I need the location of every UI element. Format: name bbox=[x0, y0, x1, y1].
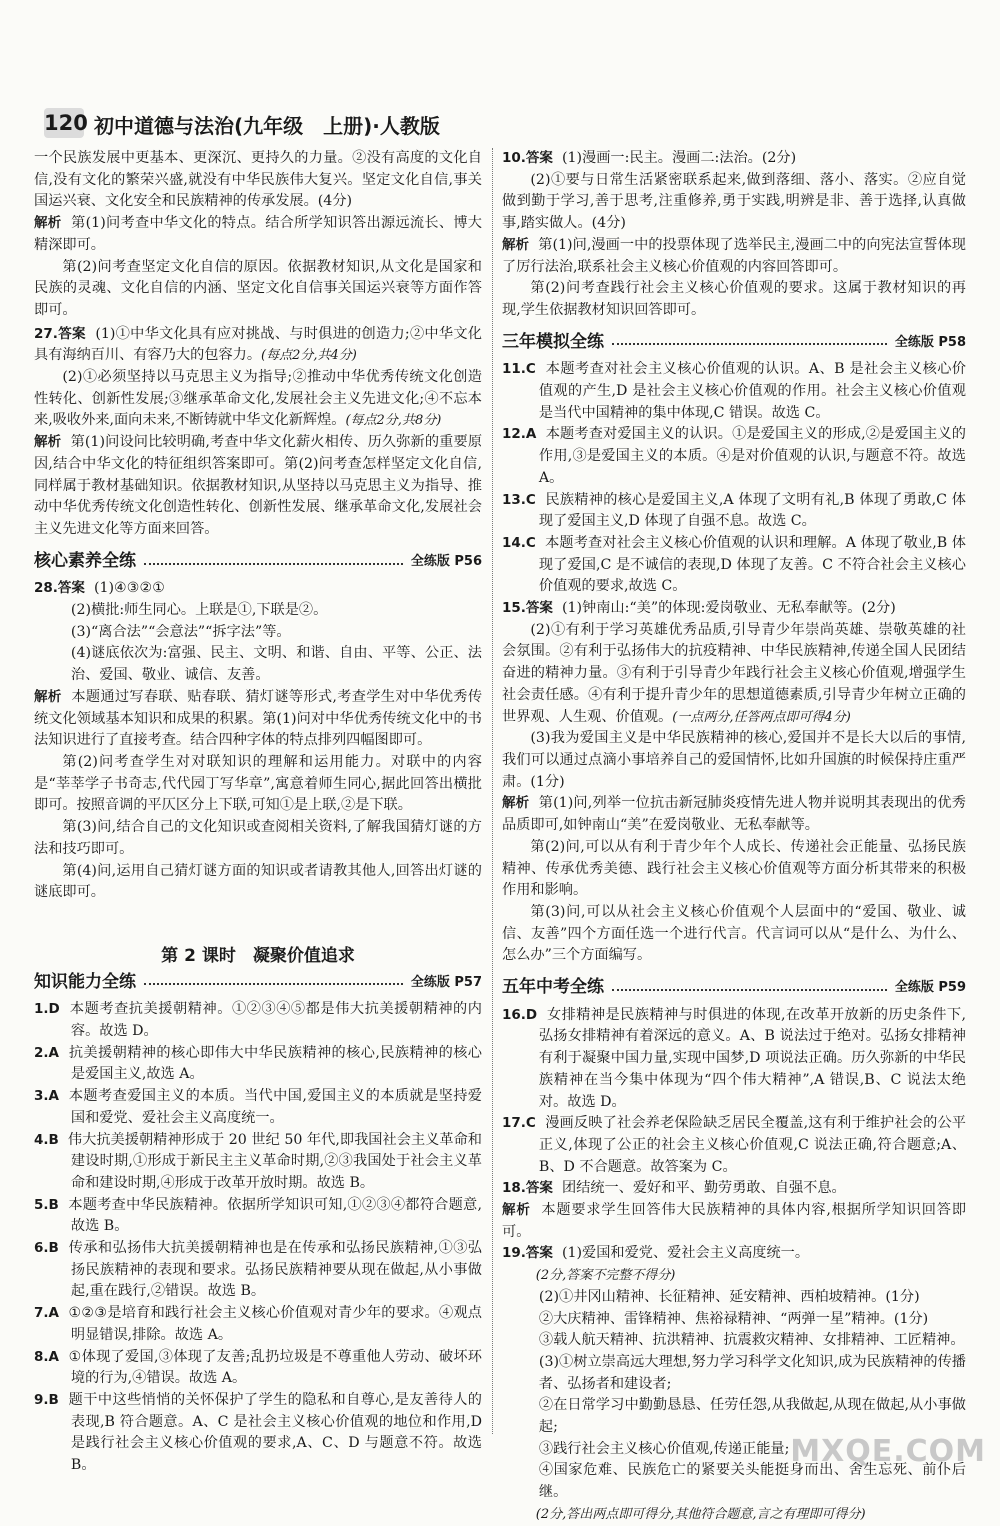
section-ref: 全练版 P59 bbox=[894, 980, 966, 996]
item-number: 12.A bbox=[502, 426, 537, 443]
item-number: 11.C bbox=[502, 361, 536, 378]
answer-item bbox=[502, 1113, 966, 1178]
answer-item bbox=[502, 424, 966, 489]
answer-text: (1)④③②① bbox=[93, 580, 165, 597]
answer-line: ②在日常学习中勤勤恳恳、任劳任怨,从我做起,从现在做起,从小事做起; bbox=[538, 1397, 966, 1436]
answer-item bbox=[34, 1043, 482, 1086]
item-number: 7.A bbox=[34, 1305, 59, 1322]
item-number: 3.A bbox=[34, 1088, 59, 1105]
answer-item bbox=[34, 1303, 482, 1346]
analysis-label: 解析 bbox=[502, 1202, 531, 1219]
answer-item bbox=[34, 1347, 482, 1390]
answer-text: (1)钟南山:“美”的体现:爱岗敬业、无私奉献等。(2分) bbox=[561, 600, 896, 617]
question-19 bbox=[502, 1243, 966, 1265]
answer-paragraph: (2)①要与日常生活紧密联系起来,做到落细、落小、落实。②应自觉做到勤于学习,善于思考,注重修养,勇于实践,明辨是非、善于选择,认真做事,踏实做人。(4分) bbox=[502, 171, 966, 232]
item-text: 本题考查对爱国主义的认识。①是爱国主义的形成,②是爱国主义的作用,③是爱国主义的本质。④是对价值观的认识,与题意不符。故选 A。 bbox=[538, 426, 966, 486]
analysis-paragraph bbox=[34, 687, 482, 752]
item-text: 传承和弘扬伟大抗美援朝精神也是在传承和弘扬民族精神,①③弘扬民族精神的表现和要求。弘扬民族精神要从现在做起,从小事做起,重在践行,②错误。故选 B。 bbox=[68, 1240, 482, 1300]
item-text: 漫画反映了社会养老保险缺乏居民全覆盖,这有利于维护社会的公平正义,体现了公正的社会主义核心价值观,C 说法正确,符合题意;A、B、D 不合题意。故答案为 C。 bbox=[538, 1115, 966, 1175]
item-text: 本题考查爱国主义的本质。当代中国,爱国主义的本质就是坚持爱国和爱党、爱社会主义高度统一。 bbox=[68, 1088, 482, 1126]
analysis-paragraph bbox=[502, 1200, 966, 1243]
question-28 bbox=[34, 578, 482, 600]
answer-item bbox=[34, 1238, 482, 1303]
column-divider bbox=[492, 148, 493, 1434]
analysis-paragraph bbox=[502, 793, 966, 836]
item-number: 9.B bbox=[34, 1391, 59, 1408]
section-heading bbox=[502, 332, 966, 354]
answer-item bbox=[502, 1178, 966, 1200]
dotted-leader bbox=[612, 343, 887, 345]
analysis-paragraph: 第(2)问考查学生对对联知识的理解和运用能力。对联中的内容是“莘莘学子书奇志,代代园丁写华章”,寓意着师生同心,据此回答出横批即可。按照音调的平仄区分上下联,可知①是上联,②是下联。 bbox=[34, 753, 482, 814]
answer-item bbox=[34, 999, 482, 1042]
left-column bbox=[34, 148, 482, 1477]
answer-item bbox=[502, 359, 966, 424]
answer-text: (2)①必须坚持以马克思主义为指导;②推动中华优秀传统文化创造性转化、创新性发展;③继承革命文化,发展社会主义先进文化;④不忘本来,吸收外来,面向未来,不断铸就中华文化新辉煌。 bbox=[34, 369, 482, 429]
answer-label: 答案 bbox=[525, 1245, 553, 1262]
item-text: 伟大抗美援朝精神形成于 20 世纪 50 年代,即我国社会主义革命和建设时期,①形成于新民主主义革命时期,②③我国处于社会主义革命和建设时期,④形成于改革开放时期。故选 B。 bbox=[67, 1131, 482, 1191]
item-text: 本题考查中华民族精神。依据所学知识可知,①②③④都符合题意,故选 B。 bbox=[68, 1196, 482, 1235]
answer-item bbox=[34, 1390, 482, 1477]
analysis-label: 解析 bbox=[34, 434, 62, 451]
item-number: 8.A bbox=[34, 1348, 59, 1365]
section-title: 知识能力全练 bbox=[34, 971, 136, 992]
analysis-paragraph bbox=[502, 235, 966, 278]
section-title: 五年中考全练 bbox=[502, 977, 604, 998]
item-text: 本题考查对社会主义核心价值观的认识。A、B 是社会主义核心价值观的产生,D 是社会主义核心价值观的作用。社会主义核心价值观是当代中国精神的集中体现,C 错误。故选 C。 bbox=[538, 361, 966, 421]
item-number: 18.答案 bbox=[502, 1180, 553, 1197]
question-10 bbox=[502, 148, 966, 170]
item-text: 团结统一、爱好和平、勤劳勇敢、自强不息。 bbox=[561, 1180, 846, 1197]
analysis-label: 解析 bbox=[502, 795, 530, 812]
answer-line: ③载人航天精神、抗洪精神、抗震救灾精神、女排精神、工匠精神。 bbox=[538, 1332, 965, 1349]
section-title: 三年模拟全练 bbox=[502, 331, 604, 352]
answer-label: 答案 bbox=[57, 580, 85, 597]
answer-text: (1)①中华文化具有应对挑战、与时俱进的创造力;②中华文化具有海纳百川、有容乃大的包容力。 bbox=[34, 325, 482, 364]
section-title: 核心素养全练 bbox=[34, 550, 136, 571]
section-heading bbox=[34, 551, 482, 573]
answer-label: 答案 bbox=[57, 325, 86, 342]
answer-label: 答案 bbox=[525, 600, 553, 617]
analysis-text: 本题通过写春联、贴春联、猜灯谜等形式,考查学生对中华优秀传统文化领域基本知识和成果的积累。第(1)问对中华优秀传统文化中的书法知识进行了直接考查。结合四种字体的特点排列四幅图即可。 bbox=[34, 688, 483, 749]
answer-line: ②大庆精神、雷锋精神、焦裕禄精神、“两弹一星”精神。(1分) bbox=[538, 1310, 929, 1327]
score-note: (每点2分,共8分) bbox=[345, 413, 442, 429]
page-number: 120 bbox=[44, 108, 84, 138]
score-note: (2分,答出两点即可得分,其他符合题意,言之有理即可得分) bbox=[535, 1506, 866, 1522]
dotted-leader bbox=[144, 983, 403, 985]
answer-text: (1)爱国和爱党、爱社会主义高度统一。 bbox=[561, 1245, 810, 1262]
analysis-label: 解析 bbox=[34, 688, 62, 705]
page-header bbox=[44, 106, 464, 142]
item-text: 本题考查对社会主义核心价值观的认识和理解。A 体现了敬业,B 体现了爱国,C 是不诚信的表现,D 体现了友善。C 不符合社会主义核心价值观的要求,故选 C。 bbox=[538, 534, 966, 595]
answer-item bbox=[34, 1130, 482, 1195]
answer-paragraph: (3)我为爱国主义是中华民族精神的核心,爱国并不是长大以后的事情,我们可以通过点滴小事培养自己的爱国情怀,比如升国旗的时候保持庄重严肃。(1分) bbox=[502, 730, 966, 790]
answer-item bbox=[502, 1005, 966, 1114]
section-ref: 全练版 P57 bbox=[410, 974, 482, 990]
item-text: 题干中这些悄悄的关怀保护了学生的隐私和自尊心,是友善待人的表现,B 符合题意。A、C 是社会主义核心价值观的地位和作用,D 是践行社会主义核心价值观的要求,A、C、D 与题意不符。故选 B。 bbox=[68, 1391, 482, 1474]
section-ref: 全练版 P58 bbox=[894, 334, 966, 350]
answer-label: 答案 bbox=[525, 150, 553, 166]
item-number: 6.B bbox=[34, 1240, 59, 1257]
answer-list bbox=[34, 999, 482, 1476]
analysis-paragraph bbox=[34, 432, 482, 541]
score-note: (每点2分,共4分) bbox=[261, 348, 357, 364]
analysis-label: 解析 bbox=[502, 236, 530, 253]
answer-paragraph bbox=[502, 620, 966, 729]
question-number: 28. bbox=[34, 580, 58, 597]
answer-item bbox=[34, 1195, 482, 1238]
answer-text: (1)漫画一:民主。漫画二:法治。(2分) bbox=[561, 150, 797, 166]
dotted-leader bbox=[612, 989, 887, 991]
item-number: 4.B bbox=[34, 1131, 59, 1148]
dotted-leader bbox=[144, 563, 403, 565]
item-number: 1.D bbox=[34, 1001, 60, 1018]
item-text: ①②③是培育和践行社会主义核心价值观对青少年的要求。④观点明显错误,排除。故选 A。 bbox=[68, 1305, 482, 1343]
question-number: 19. bbox=[502, 1245, 526, 1262]
analysis-paragraph: 第(2)问,可以从有利于青少年个人成长、传递社会正能量、弘扬民族精神、传承优秀美德、践行社会主义核心价值观等方面分析其带来的积极作用和影响。 bbox=[502, 838, 966, 899]
section-ref: 全练版 P56 bbox=[410, 553, 482, 569]
item-text: 民族精神的核心是爱国主义,A 体现了文明有礼,B 体现了勇敢,C 体现了爱国主义,D 体现了自强不息。故选 C。 bbox=[538, 491, 966, 530]
analysis-text: 第(1)问设问比较明确,考查中华文化薪火相传、历久弥新的重要原因,结合中华文化的特征组织答案即可。第(2)问考查怎样坚定文化自信,同样属于教材基础知识。依据教材知识,从坚持以马克思主义为指导、推动中华优秀传统文化创造性转化、创新性发展、继承革命文化,发展社会主义先进文化等方面来回答。 bbox=[34, 434, 483, 537]
analysis-label: 解析 bbox=[34, 215, 62, 232]
lesson-title: 第 2 课时 凝聚价值追求 bbox=[161, 945, 355, 966]
paragraph: 一个民族发展中更基本、更深沉、更持久的力量。②没有高度的文化自信,没有文化的繁荣兴盛,就没有中华民族伟大复兴。坚定文化自信,事关国运兴衰、文化安全和民族精神的传承发展。(4分) bbox=[34, 150, 482, 210]
answer-line: (3)“离合法”“会意法”“拆字法”等。 bbox=[70, 623, 291, 640]
item-number: 16.D bbox=[502, 1006, 538, 1023]
answer-line: ③践行社会主义核心价值观,传递正能量; bbox=[538, 1440, 790, 1457]
section-heading bbox=[502, 977, 966, 999]
item-number: 13.C bbox=[502, 491, 536, 508]
analysis-text: 本题要求学生回答伟大民族精神的具体内容,根据所学知识回答即可。 bbox=[502, 1202, 967, 1240]
analysis-text: 第(1)问,列举一位抗击新冠肺炎疫情先进人物并说明其表现出的优秀品质即可,如钟南山“美”在爱岗敬业、无私奉献等。 bbox=[502, 795, 966, 834]
paragraph: 第(2)问考查坚定文化自信的原因。依据教材知识,从文化是国家和民族的灵魂、文化自信的内涵、坚定文化自信事关国运兴衰等方面作答即可。 bbox=[34, 258, 482, 318]
book-title: 初中道德与法治(九年级 上册)·人教版 bbox=[94, 114, 440, 138]
analysis-paragraph bbox=[34, 213, 482, 256]
analysis-paragraph: 第(3)问,可以从社会主义核心价值观个人层面中的“爱国、敬业、诚信、友善”四个方面任选一个进行代言。代言词可以从“是什么、为什么、怎么办”三个方面编写。 bbox=[502, 903, 966, 964]
answer-line: (3)①树立崇高远大理想,努力学习科学文化知识,成为民族精神的传播者、弘扬者和建设者; bbox=[538, 1353, 966, 1392]
question-27 bbox=[34, 324, 482, 367]
analysis-paragraph: 第(4)问,运用自己猜灯谜方面的知识或者请教其他人,回答出灯谜的谜底即可。 bbox=[34, 862, 482, 901]
score-note: (2分,答案不完整不得分) bbox=[535, 1268, 676, 1284]
analysis-paragraph: 第(2)问考查践行社会主义核心价值观的要求。这属于教材知识的再现,学生依据教材知识回答即可。 bbox=[502, 280, 966, 318]
question-number: 27. bbox=[34, 325, 58, 342]
answer-item bbox=[34, 1086, 482, 1129]
analysis-text: 第(1)问,漫画一中的投票体现了选举民主,漫画二中的向宪法宣誓体现了厉行法治,联系社会主义核心价值观的内容回答即可。 bbox=[502, 236, 966, 275]
item-number: 17.C bbox=[502, 1115, 536, 1132]
answer-line: (2)①井冈山精神、长征精神、延安精神、西柏坡精神。(1分) bbox=[538, 1288, 920, 1305]
answer-paragraph bbox=[34, 367, 482, 432]
analysis-paragraph: 第(3)问,结合自己的文化知识或查阅相关资料,了解我国猜灯谜的方法和技巧即可。 bbox=[34, 819, 482, 857]
site-watermark: MXQE.COM bbox=[790, 1434, 986, 1469]
answer-text: (2)①有利于学习英雄优秀品质,引导青少年崇尚英雄、崇敬英雄的社会氛围。②有利于弘扬伟大的抗疫精神、中华民族精神,传递全国人民团结奋进的精神力量。③有利于引导青少年践行社会主义核心价值观,增强学生社会责任感。④有利于提升青少年的思想道德素质,引导青少年树立正确的世界观、人生观、价值观。 bbox=[502, 621, 966, 725]
question-number: 10. bbox=[502, 150, 526, 166]
item-text: 女排精神是民族精神与时俱进的体现,在改革开放新的历史条件下,弘扬女排精神有着深远的意义。A、B 说法过于绝对。弘扬女排精神有利于凝聚中国力量,实现中国梦,D 项说法正确。历久弥新的中华民族精神在当今集中体现为“四个伟大精神”,A 错误,B、C 说法太绝对。故选 D。 bbox=[538, 1006, 966, 1110]
question-15 bbox=[502, 598, 966, 620]
answer-line: (4)谜底依次为:富强、民主、文明、和谐、自由、平等、公正、法治、爱国、敬业、诚信、友善。 bbox=[70, 645, 482, 684]
item-number: 14.C bbox=[502, 534, 536, 551]
score-note: (一点两分,任答两点即可得4分) bbox=[672, 709, 851, 725]
answer-item bbox=[502, 490, 966, 533]
answer-line: (2)横批:师生同心。上联是①,下联是②。 bbox=[70, 602, 328, 619]
answer-line: ④国家危难、民族危亡的紧要关头能挺身而出、舍生忘死、前仆后继。 bbox=[538, 1462, 966, 1501]
item-number: 5.B bbox=[34, 1196, 59, 1213]
item-text: 本题考查抗美援朝精神。①②③④⑤都是伟大抗美援朝精神的内容。故选 D。 bbox=[69, 1001, 482, 1040]
question-number: 15. bbox=[502, 600, 526, 617]
section-heading bbox=[34, 972, 482, 994]
item-number: 2.A bbox=[34, 1044, 59, 1061]
analysis-text: 第(1)问考查中华文化的特点。结合所学知识答出源远流长、博大精深即可。 bbox=[34, 215, 482, 253]
answer-item bbox=[502, 533, 966, 598]
item-text: ①体现了爱国,③体现了友善;乱扔垃圾是不尊重他人劳动、破坏环境的行为,④错误。故选 A。 bbox=[68, 1348, 482, 1387]
right-column bbox=[502, 148, 966, 1526]
item-text: 抗美援朝精神的核心即伟大中华民族精神的核心,民族精神的核心是爱国主义,故选 A。 bbox=[68, 1044, 482, 1083]
